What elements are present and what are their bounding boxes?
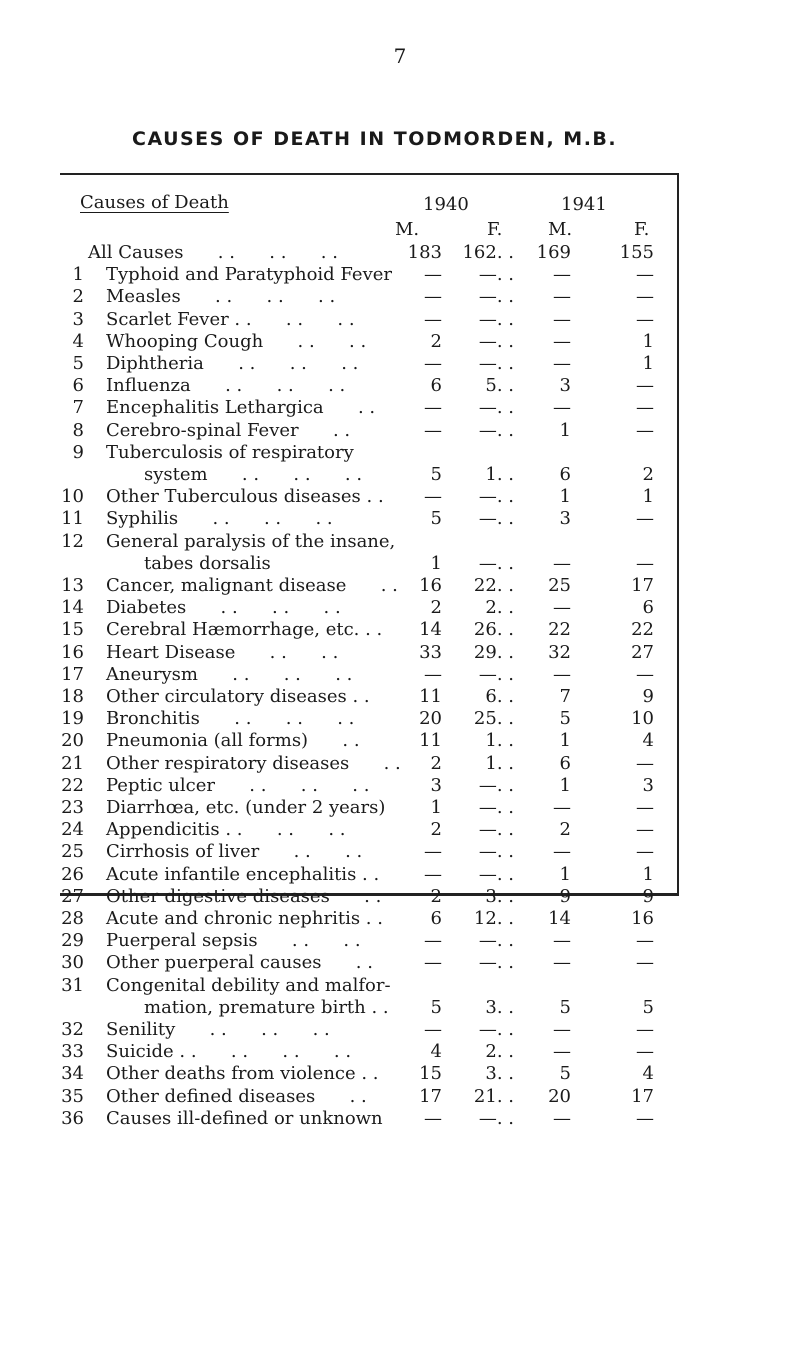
cause-label: General paralysis of the insane, <box>106 530 396 552</box>
row-number: 26 <box>61 863 84 885</box>
table-row <box>0 508 800 530</box>
value-female-1941: — <box>636 419 654 441</box>
cause-label: Other digestive diseases . . <box>106 885 382 907</box>
row-number: 11 <box>61 508 84 530</box>
table-row <box>0 375 800 397</box>
value-female-1940: 2. . <box>485 597 514 619</box>
value-male-1941: — <box>553 397 571 419</box>
value-female-1941: 1 <box>642 330 654 352</box>
cause-label: Bronchitis . . . . . . <box>106 708 355 730</box>
value-male-1940: 5 <box>430 996 442 1018</box>
value-female-1940: 162. . <box>462 242 514 263</box>
table-row <box>0 841 800 863</box>
row-number: 12 <box>61 530 84 552</box>
value-female-1941: 3 <box>642 774 654 796</box>
value-female-1941: — <box>636 819 654 841</box>
value-male-1940: — <box>424 952 442 974</box>
cause-label: All Causes . . . . . . <box>88 242 338 263</box>
row-number: 2 <box>72 286 84 308</box>
row-number: 36 <box>61 1107 84 1129</box>
cause-label: Causes ill-defined or unknown <box>106 1107 383 1129</box>
table-row-continuation <box>0 553 800 575</box>
value-male-1941: 1 <box>559 730 571 752</box>
sex-header-m-1941: M. <box>548 219 573 240</box>
value-male-1941: — <box>553 353 571 374</box>
row-number: 14 <box>61 597 84 619</box>
row-number: 18 <box>61 686 84 707</box>
table-row <box>0 420 800 442</box>
value-female-1941: — <box>636 308 654 330</box>
value-male-1940: — <box>424 1019 442 1040</box>
value-female-1940: 29. . <box>473 641 514 663</box>
value-male-1940: 33 <box>419 641 442 663</box>
value-female-1940: —. . <box>478 1019 514 1040</box>
value-male-1941: — <box>553 841 571 863</box>
row-number: 6 <box>72 375 84 397</box>
value-female-1941: 22 <box>631 619 654 641</box>
value-female-1940: 3. . <box>485 996 514 1018</box>
value-female-1941: — <box>636 663 654 685</box>
cause-label: Whooping Cough . . . . <box>106 330 367 352</box>
value-male-1941: — <box>553 952 571 974</box>
row-number: 9 <box>72 441 84 463</box>
value-female-1941: 9 <box>642 686 654 707</box>
value-female-1941: — <box>636 397 654 419</box>
table-row <box>0 819 800 841</box>
value-male-1940: 4 <box>430 1041 442 1063</box>
value-male-1940: 2 <box>430 885 442 907</box>
table-row <box>0 864 800 886</box>
value-male-1940: — <box>424 486 442 508</box>
cause-label: Other puerperal causes . . <box>106 952 373 974</box>
value-female-1941: — <box>636 952 654 974</box>
table-row <box>0 1063 800 1085</box>
year-header-1940: 1940 <box>423 194 469 215</box>
value-female-1940: 5. . <box>485 375 514 397</box>
table-row <box>0 331 800 353</box>
value-female-1941: 1 <box>642 486 654 508</box>
value-male-1941: 5 <box>559 996 571 1018</box>
cause-label: Senility . . . . . . <box>106 1019 330 1040</box>
value-male-1940: — <box>424 663 442 685</box>
table-row <box>0 1108 800 1130</box>
value-female-1940: —. . <box>478 419 514 441</box>
value-male-1940: 11 <box>419 686 442 707</box>
value-female-1941: — <box>636 552 654 574</box>
table-row <box>0 442 800 464</box>
cause-label: Acute and chronic nephritis . . <box>106 908 383 929</box>
value-female-1940: —. . <box>478 330 514 352</box>
row-number: 33 <box>61 1041 84 1063</box>
value-male-1940: — <box>424 419 442 441</box>
row-number: 35 <box>61 1085 84 1107</box>
cause-label: Cirrhosis of liver . . . . <box>106 841 363 863</box>
table-row <box>0 642 800 664</box>
value-female-1941: — <box>636 286 654 308</box>
value-male-1940: 5 <box>430 508 442 530</box>
value-male-1941: 5 <box>559 708 571 730</box>
row-number: 23 <box>61 797 84 818</box>
cause-label: Other respiratory diseases . . <box>106 752 401 774</box>
row-number: 28 <box>61 908 84 929</box>
value-female-1941: — <box>636 264 654 286</box>
row-number: 8 <box>72 419 84 441</box>
value-male-1941: 20 <box>548 1085 571 1107</box>
value-female-1940: —. . <box>478 508 514 530</box>
year-header-1941: 1941 <box>561 194 607 215</box>
value-female-1940: —. . <box>478 841 514 863</box>
value-male-1940: — <box>424 286 442 308</box>
row-number: 34 <box>61 1063 84 1085</box>
value-female-1941: 1 <box>642 353 654 374</box>
value-female-1940: 21. . <box>473 1085 514 1107</box>
value-female-1940: —. . <box>478 819 514 841</box>
value-male-1940: — <box>424 264 442 286</box>
value-female-1940: —. . <box>478 797 514 818</box>
value-female-1941: 17 <box>631 575 654 596</box>
value-female-1940: 2. . <box>485 1041 514 1063</box>
value-female-1940: 3. . <box>485 1063 514 1085</box>
cause-label: Cerebro-spinal Fever . . <box>106 419 351 441</box>
value-female-1940: —. . <box>478 774 514 796</box>
table-row <box>0 597 800 619</box>
cause-label: Syphilis . . . . . . <box>106 508 333 530</box>
value-female-1941: 27 <box>631 641 654 663</box>
row-number: 29 <box>61 930 84 952</box>
row-number: 25 <box>61 841 84 863</box>
table-row <box>0 242 800 264</box>
value-male-1940: 15 <box>419 1063 442 1085</box>
value-male-1941: — <box>553 930 571 952</box>
cause-label: Diabetes . . . . . . <box>106 597 341 619</box>
page-title: CAUSES OF DEATH IN TODMORDEN, M.B. <box>132 128 618 150</box>
row-number: 15 <box>61 619 84 641</box>
table-row <box>0 286 800 308</box>
cause-label: Cerebral Hæmorrhage, etc. . . <box>106 619 383 641</box>
table-row <box>0 397 800 419</box>
value-male-1940: 2 <box>430 330 442 352</box>
page-number: 7 <box>393 44 407 68</box>
value-female-1940: —. . <box>478 353 514 374</box>
causes-column-header: Causes of Death <box>80 192 229 213</box>
cause-label: Scarlet Fever . . . . . . <box>106 308 355 330</box>
value-male-1941: 2 <box>559 819 571 841</box>
row-number: 10 <box>61 486 84 508</box>
cause-label: Suicide . . . . . . . . <box>106 1041 352 1063</box>
value-female-1940: —. . <box>478 552 514 574</box>
value-female-1941: — <box>636 375 654 397</box>
value-male-1940: 2 <box>430 597 442 619</box>
value-female-1941: 16 <box>631 908 654 929</box>
table-row <box>0 753 800 775</box>
cause-label: Influenza . . . . . . <box>106 375 346 397</box>
cause-label-continuation: tabes dorsalis <box>144 552 271 574</box>
sex-header-m-1940: M. <box>395 219 420 240</box>
value-female-1940: 26. . <box>473 619 514 641</box>
value-male-1941: 6 <box>559 464 571 485</box>
value-female-1941: — <box>636 508 654 530</box>
value-female-1941: 2 <box>642 464 654 485</box>
row-number: 17 <box>61 663 84 685</box>
table-row-continuation <box>0 464 800 486</box>
table-row <box>0 264 800 286</box>
value-male-1941: 9 <box>559 885 571 907</box>
value-female-1941: — <box>636 797 654 818</box>
row-number: 16 <box>61 641 84 663</box>
row-number: 30 <box>61 952 84 974</box>
value-female-1941: — <box>636 1107 654 1129</box>
value-male-1940: 2 <box>430 819 442 841</box>
value-male-1941: — <box>553 552 571 574</box>
value-male-1941: 32 <box>548 641 571 663</box>
value-female-1941: — <box>636 1019 654 1040</box>
value-female-1941: 10 <box>631 708 654 730</box>
value-male-1940: 6 <box>430 908 442 929</box>
table-row <box>0 886 800 908</box>
table-row <box>0 619 800 641</box>
cause-label: Peptic ulcer . . . . . . <box>106 774 370 796</box>
value-female-1941: — <box>636 752 654 774</box>
value-male-1940: — <box>424 397 442 419</box>
value-male-1940: 16 <box>419 575 442 596</box>
row-number: 32 <box>61 1019 84 1040</box>
cause-label: Measles . . . . . . <box>106 286 336 308</box>
value-female-1940: —. . <box>478 486 514 508</box>
cause-label: Aneurysm . . . . . . <box>106 663 353 685</box>
value-male-1940: — <box>424 841 442 863</box>
table-row <box>0 930 800 952</box>
table-row <box>0 686 800 708</box>
value-male-1941: — <box>553 597 571 619</box>
value-male-1940: 14 <box>419 619 442 641</box>
value-male-1940: — <box>424 930 442 952</box>
row-number: 7 <box>72 397 84 419</box>
cause-label: Cancer, malignant disease . . <box>106 575 398 596</box>
value-male-1941: — <box>553 1041 571 1063</box>
value-male-1940: — <box>424 1107 442 1129</box>
value-male-1940: 183 <box>407 242 442 263</box>
table-row <box>0 1041 800 1063</box>
value-male-1941: 169 <box>536 242 571 263</box>
value-male-1941: 1 <box>559 774 571 796</box>
row-number: 24 <box>61 819 84 841</box>
value-female-1940: —. . <box>478 930 514 952</box>
value-female-1940: —. . <box>478 863 514 885</box>
value-female-1941: 1 <box>642 863 654 885</box>
cause-label: Diarrhœa, etc. (under 2 years) <box>106 797 386 818</box>
value-female-1940: —. . <box>478 663 514 685</box>
value-female-1940: 1. . <box>485 464 514 485</box>
cause-label: Other Tuberculous diseases . . <box>106 486 384 508</box>
value-male-1941: 25 <box>548 575 571 596</box>
value-female-1941: 4 <box>642 1063 654 1085</box>
cause-label: Heart Disease . . . . <box>106 641 339 663</box>
table-row <box>0 908 800 930</box>
row-number: 20 <box>61 730 84 752</box>
value-female-1940: 1. . <box>485 752 514 774</box>
value-female-1940: 25. . <box>473 708 514 730</box>
value-male-1941: 22 <box>548 619 571 641</box>
cause-label: Other deaths from violence . . <box>106 1063 379 1085</box>
value-male-1940: — <box>424 863 442 885</box>
cause-label: Pneumonia (all forms) . . <box>106 730 360 752</box>
value-female-1940: —. . <box>478 264 514 286</box>
value-female-1940: —. . <box>478 1107 514 1129</box>
value-female-1941: 5 <box>642 996 654 1018</box>
value-male-1940: 1 <box>430 552 442 574</box>
value-female-1940: 3. . <box>485 885 514 907</box>
value-male-1940: 20 <box>419 708 442 730</box>
table-row <box>0 575 800 597</box>
value-male-1941: 1 <box>559 863 571 885</box>
value-male-1941: — <box>553 308 571 330</box>
value-female-1940: 1. . <box>485 730 514 752</box>
value-female-1941: — <box>636 841 654 863</box>
value-male-1941: — <box>553 286 571 308</box>
table-row-continuation <box>0 997 800 1019</box>
row-number: 19 <box>61 708 84 730</box>
value-male-1940: 6 <box>430 375 442 397</box>
cause-label: Acute infantile encephalitis . . <box>106 863 380 885</box>
table-row <box>0 531 800 553</box>
value-male-1941: 6 <box>559 752 571 774</box>
value-male-1941: — <box>553 1107 571 1129</box>
value-female-1941: 9 <box>642 885 654 907</box>
table-row <box>0 309 800 331</box>
value-female-1940: —. . <box>478 952 514 974</box>
table-row <box>0 1086 800 1108</box>
row-number: 21 <box>61 752 84 774</box>
value-male-1940: 3 <box>430 774 442 796</box>
cause-label-continuation: mation, premature birth . . <box>144 996 389 1018</box>
value-male-1940: 11 <box>419 730 442 752</box>
value-female-1940: —. . <box>478 397 514 419</box>
table-row <box>0 952 800 974</box>
value-male-1941: 3 <box>559 508 571 530</box>
value-female-1940: 6. . <box>485 686 514 707</box>
cause-label: Diphtheria . . . . . . <box>106 353 359 374</box>
value-male-1941: 1 <box>559 419 571 441</box>
table-row <box>0 775 800 797</box>
value-female-1941: 155 <box>619 242 654 263</box>
cause-label: Appendicitis . . . . . . <box>106 819 346 841</box>
table-row <box>0 797 800 819</box>
cause-label: Other defined diseases . . <box>106 1085 367 1107</box>
row-number: 27 <box>61 885 84 907</box>
row-number: 1 <box>72 264 84 286</box>
value-female-1941: 6 <box>642 597 654 619</box>
value-male-1940: 1 <box>430 797 442 818</box>
table-row <box>0 708 800 730</box>
value-female-1940: 12. . <box>473 908 514 929</box>
value-female-1941: 4 <box>642 730 654 752</box>
value-male-1940: 2 <box>430 752 442 774</box>
value-male-1941: — <box>553 264 571 286</box>
cause-label: Puerperal sepsis . . . . <box>106 930 361 952</box>
value-female-1940: —. . <box>478 308 514 330</box>
value-male-1941: — <box>553 663 571 685</box>
row-number: 13 <box>61 575 84 596</box>
value-male-1941: 1 <box>559 486 571 508</box>
row-number: 4 <box>72 330 84 352</box>
value-female-1941: — <box>636 930 654 952</box>
row-number: 5 <box>72 353 84 374</box>
sex-header-f-1940: F. <box>487 219 503 240</box>
table-row <box>0 975 800 997</box>
table-row <box>0 353 800 375</box>
cause-label-continuation: system . . . . . . <box>144 464 363 485</box>
value-female-1940: —. . <box>478 286 514 308</box>
value-female-1941: 17 <box>631 1085 654 1107</box>
row-number: 31 <box>61 974 84 996</box>
value-female-1941: — <box>636 1041 654 1063</box>
table-row <box>0 1019 800 1041</box>
cause-label: Encephalitis Lethargica . . <box>106 397 376 419</box>
table-row <box>0 664 800 686</box>
value-male-1941: 3 <box>559 375 571 397</box>
cause-label: Tuberculosis of respiratory <box>106 441 354 463</box>
table-row <box>0 730 800 752</box>
cause-label: Congenital debility and malfor- <box>106 974 391 996</box>
value-male-1940: 17 <box>419 1085 442 1107</box>
row-number: 3 <box>72 308 84 330</box>
value-male-1941: 7 <box>559 686 571 707</box>
cause-label: Typhoid and Paratyphoid Fever <box>106 264 393 286</box>
value-female-1940: 22. . <box>473 575 514 596</box>
cause-label: Other circulatory diseases . . <box>106 686 370 707</box>
value-male-1940: — <box>424 308 442 330</box>
value-male-1941: 5 <box>559 1063 571 1085</box>
value-male-1941: — <box>553 797 571 818</box>
row-number: 22 <box>61 774 84 796</box>
value-male-1940: — <box>424 353 442 374</box>
value-male-1941: 14 <box>548 908 571 929</box>
table-row <box>0 486 800 508</box>
value-male-1941: — <box>553 1019 571 1040</box>
value-male-1940: 5 <box>430 464 442 485</box>
sex-header-f-1941: F. <box>634 219 650 240</box>
value-male-1941: — <box>553 330 571 352</box>
